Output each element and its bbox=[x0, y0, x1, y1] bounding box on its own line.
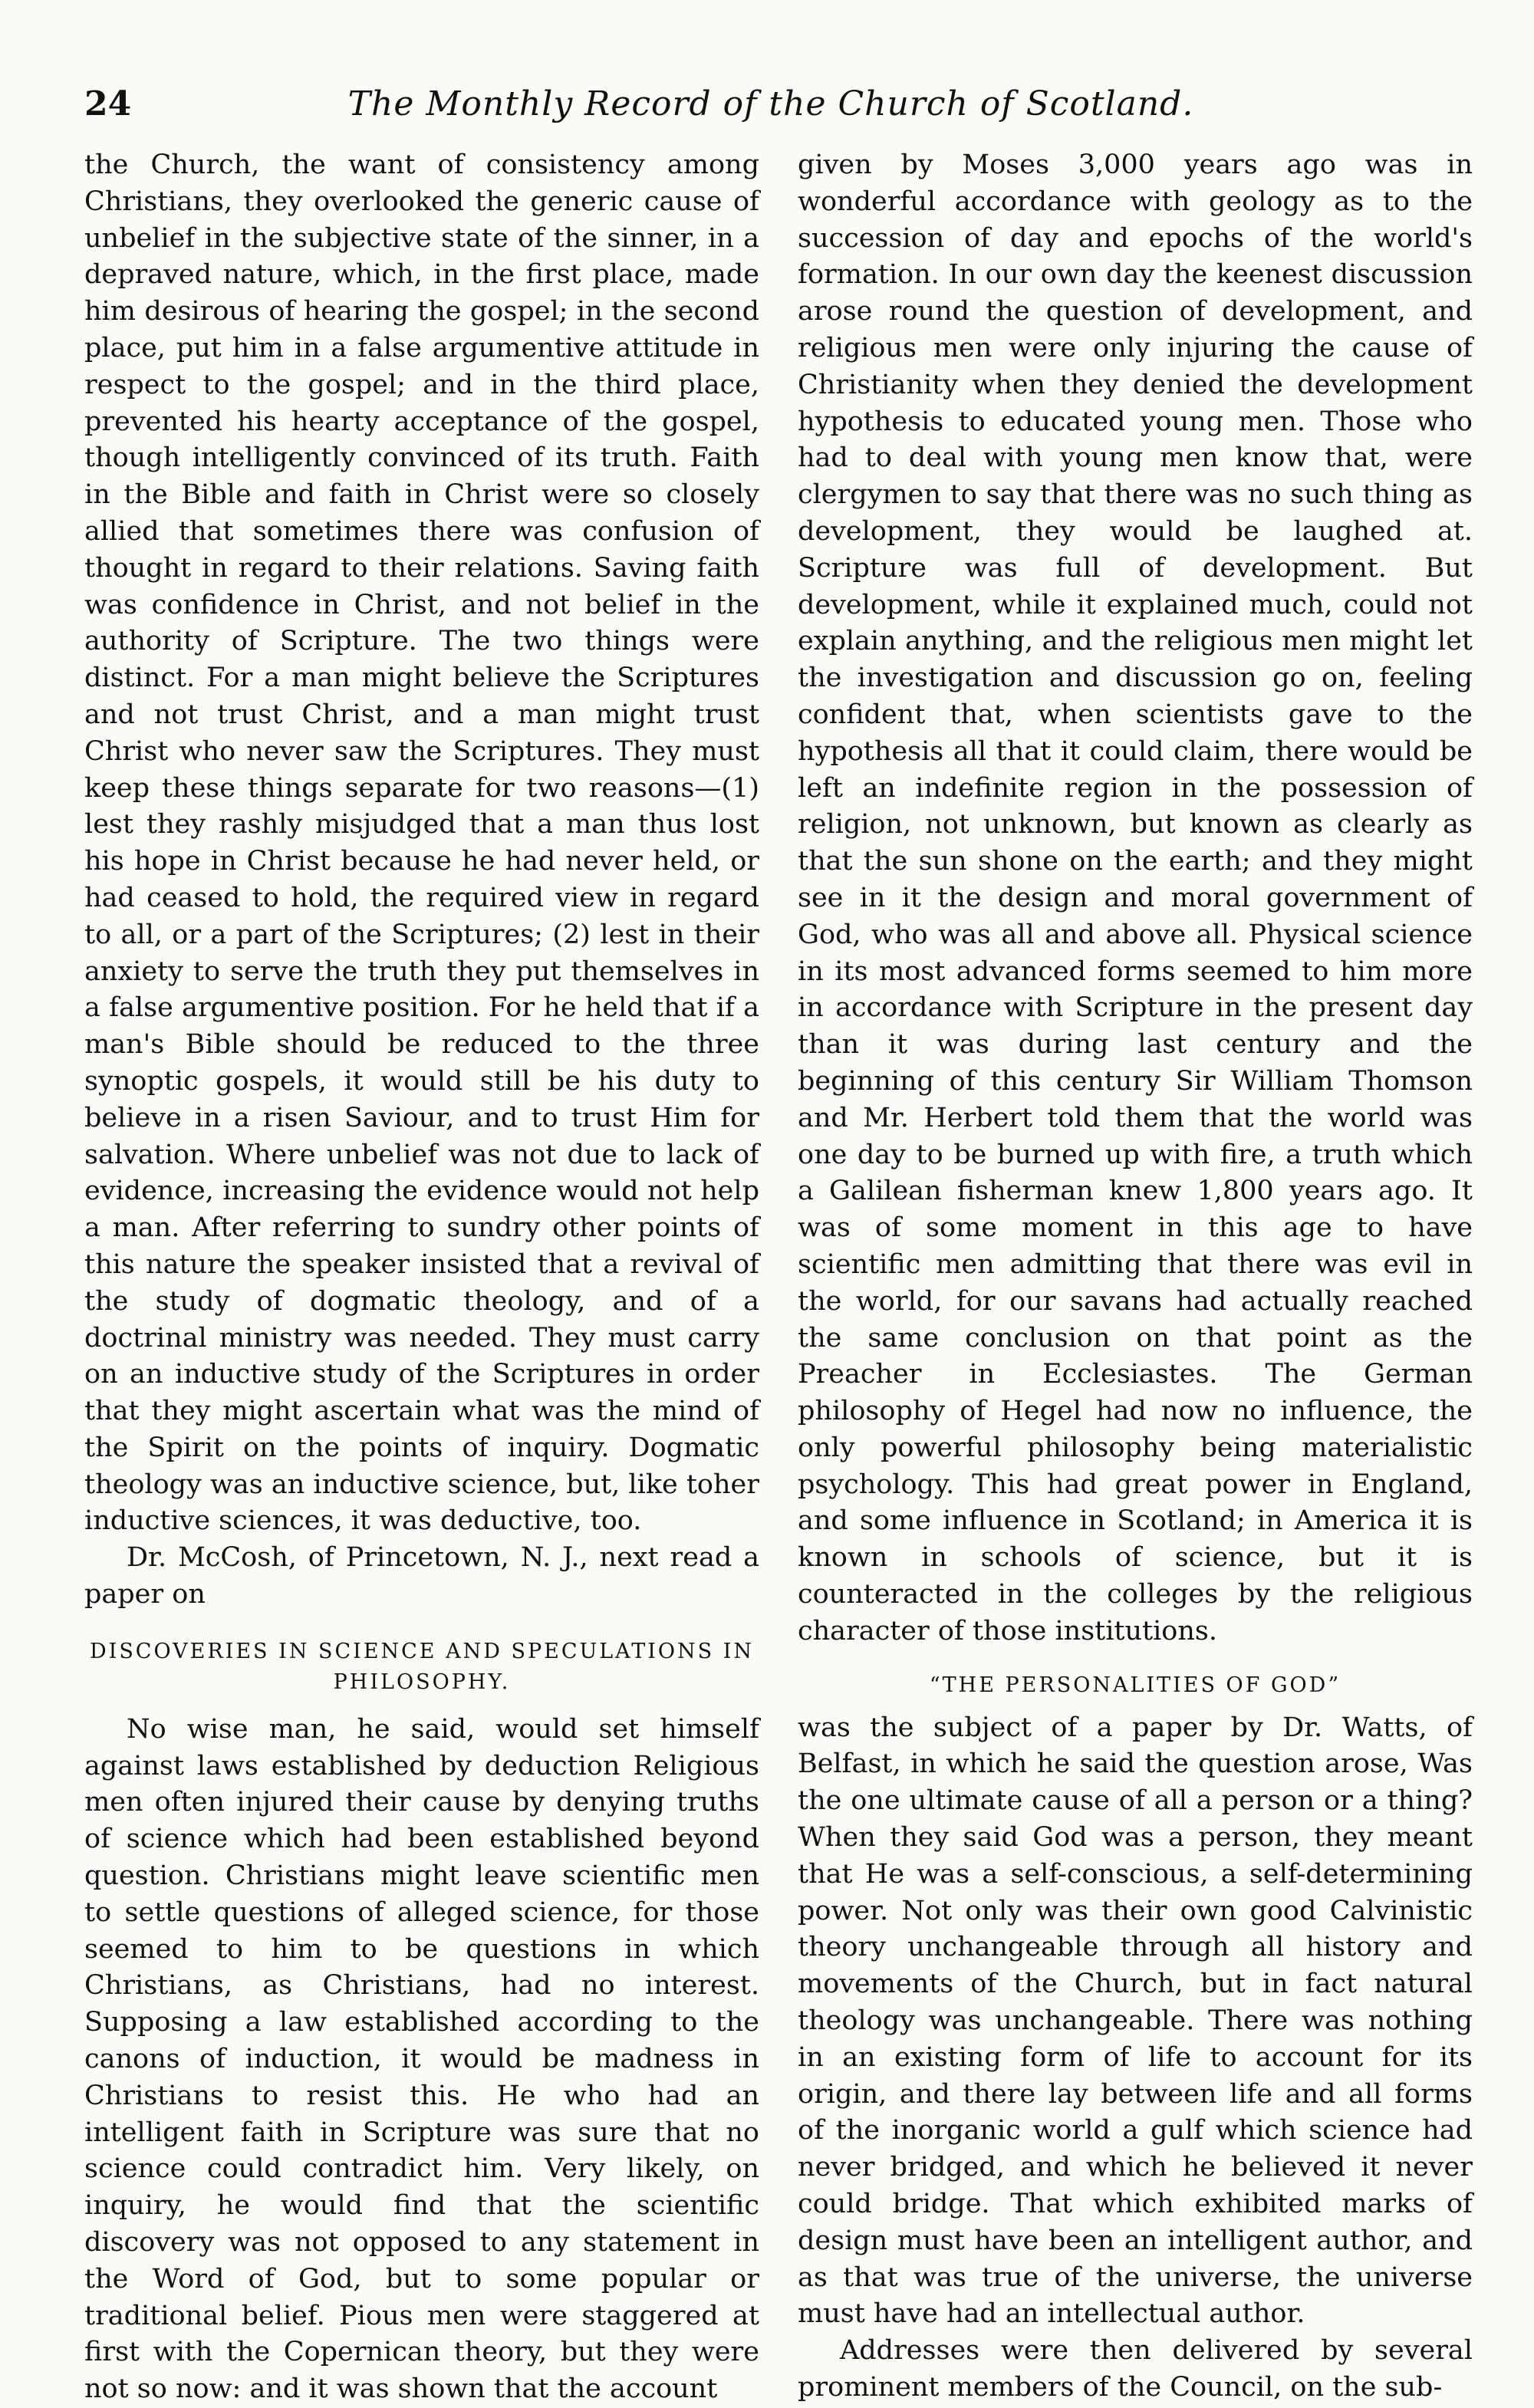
page-number: 24 bbox=[84, 84, 132, 123]
section-heading: “THE PERSONALITIES OF GOD” bbox=[929, 1673, 1341, 1697]
paragraph: Dr. McCosh, of Princetown, N. J., next read a paper on bbox=[84, 1542, 759, 1610]
paragraph: No wise man, he said, would set himself against laws established by deduction Religious men often injured their cause by denying truths of science which had been established beyond question. Christians might leave scientific men to settle questions of alleged science, for those seemed to him to be questions in which Christians, as Christians, had no interest. Supposing a law established according to the canons of induction, it would be madness in Christians to resist this. He who had an intelligent faith in Scripture was sure that no science could contradict him. Very likely, on inquiry, he would find that the scientific discovery was not opposed to any statement in the Word of God, but to some popular or traditional belief. Pious men were staggered at first with the Copernican theory, but they were not so now: and it was shown that the account bbox=[84, 1713, 759, 2405]
paragraph: Addresses were then delivered by several prominent members of the Council, on the sub- bbox=[798, 2335, 1473, 2403]
section-heading: DISCOVERIES IN SCIENCE AND SPECULATIONS IN PHILOSOPHY. bbox=[90, 1639, 754, 1694]
paragraph: was the subject of a paper by Dr. Watts, of Belfast, in which he said the question arose, Was the one ultimate cause of all a person or a thing? When they said God was a person, they meant that He was a self-conscious, a self-determining power. Not only was their own good Calvinistic theory unchangeable through all history and movements of the Church, but in fact natural theology was unchangeable. There was nothing in an existing form of life to account for its origin, and there lay between life and all forms of the inorganic world a gulf which science had never bridged, and which he believed it never could bridge. That which exhibited marks of design must have been an intelligent author, and as that was true of the universe, the universe must have had an intellectual author. bbox=[798, 1712, 1473, 2330]
right-column bbox=[798, 147, 1473, 2406]
left-column bbox=[84, 147, 759, 2408]
page-header bbox=[84, 84, 1457, 138]
running-title: The Monthly Record of the Church of Scotland. bbox=[347, 84, 1194, 123]
paragraph: the Church, the want of consistency among Christians, they overlooked the generic cause of unbelief in the subjective state of the sinner, in a depraved nature, which, in the first place, made him desirous of hearing the gospel; in the second place, put him in a false argumentive attitude in respect to the gospel; and in the third place, prevented his hearty acceptance of the gospel, though intelligently convinced of its truth. Faith in the Bible and faith in Christ were so closely allied that sometimes there was confusion of thought in regard to their relations. Saving faith was confidence in Christ, and not belief in the authority of Scripture. The two things were distinct. For a man might believe the Scriptures and not trust Christ, and a man might trust Christ who never saw the Scriptures. They must keep these things separate for two reasons—(1) lest they rashly misjudged that a man thus lost his hope in Christ because he had never held, or had ceased to hold, the required view in regard to all, or a part of the Scriptures; (2) lest in their anxiety to serve the truth they put themselves in a false argumentive position. For he held that if a man's Bible should be reduced to the three synoptic gospels, it would still be his duty to believe in a risen Saviour, and to trust Him for salvation. Where unbelief was not due to lack of evidence, increasing the evidence would not help a man. After referring to sundry other points of this nature the speaker insisted that a revival of the study of dogmatic theology, and of a doctrinal ministry was needed. They must carry on an inductive study of the Scriptures in order that they might ascertain what was the mind of the Spirit on the points of inquiry. Dogmatic theology was an inductive science, but, like toher inductive sciences, it was deductive, too. bbox=[84, 150, 759, 1537]
paragraph: given by Moses 3,000 years ago was in wonderful accordance with geology as to the succession of day and epochs of the world's formation. In our own day the keenest discussion arose round the question of development, and religious men were only injuring the cause of Christianity when they denied the development hypothesis to educated young men. Those who had to deal with young men know that, were clergymen to say that there was no such thing as development, they would be laughed at. Scripture was full of development. But development, while it explained much, could not explain anything, and the religious men might let the investigation and discussion go on, feeling confident that, when scientists gave to the hypothesis all that it could claim, there would be left an indefinite region in the possession of religion, not unknown, but known as clearly as that the sun shone on the earth; and they might see in it the design and moral government of God, who was all and above all. Physical science in its most advanced forms seemed to him more in accordance with Scripture in the present day than it was during last century and the beginning of this century Sir William Thomson and Mr. Herbert told them that the world was one day to be burned up with fire, a truth which a Galilean fisherman knew 1,800 years ago. It was of some moment in this age to have scientific men admitting that there was evil in the world, for our savans had actually reached the same conclusion on that point as the Preacher in Ecclesiastes. The German philosophy of Hegel had now no influence, the only powerful philosophy being materialistic psychology. This had great power in England, and some influence in Scotland; in America it is known in schools of science, but it is counteracted in the colleges by the religious character of those institutions. bbox=[798, 150, 1473, 1646]
